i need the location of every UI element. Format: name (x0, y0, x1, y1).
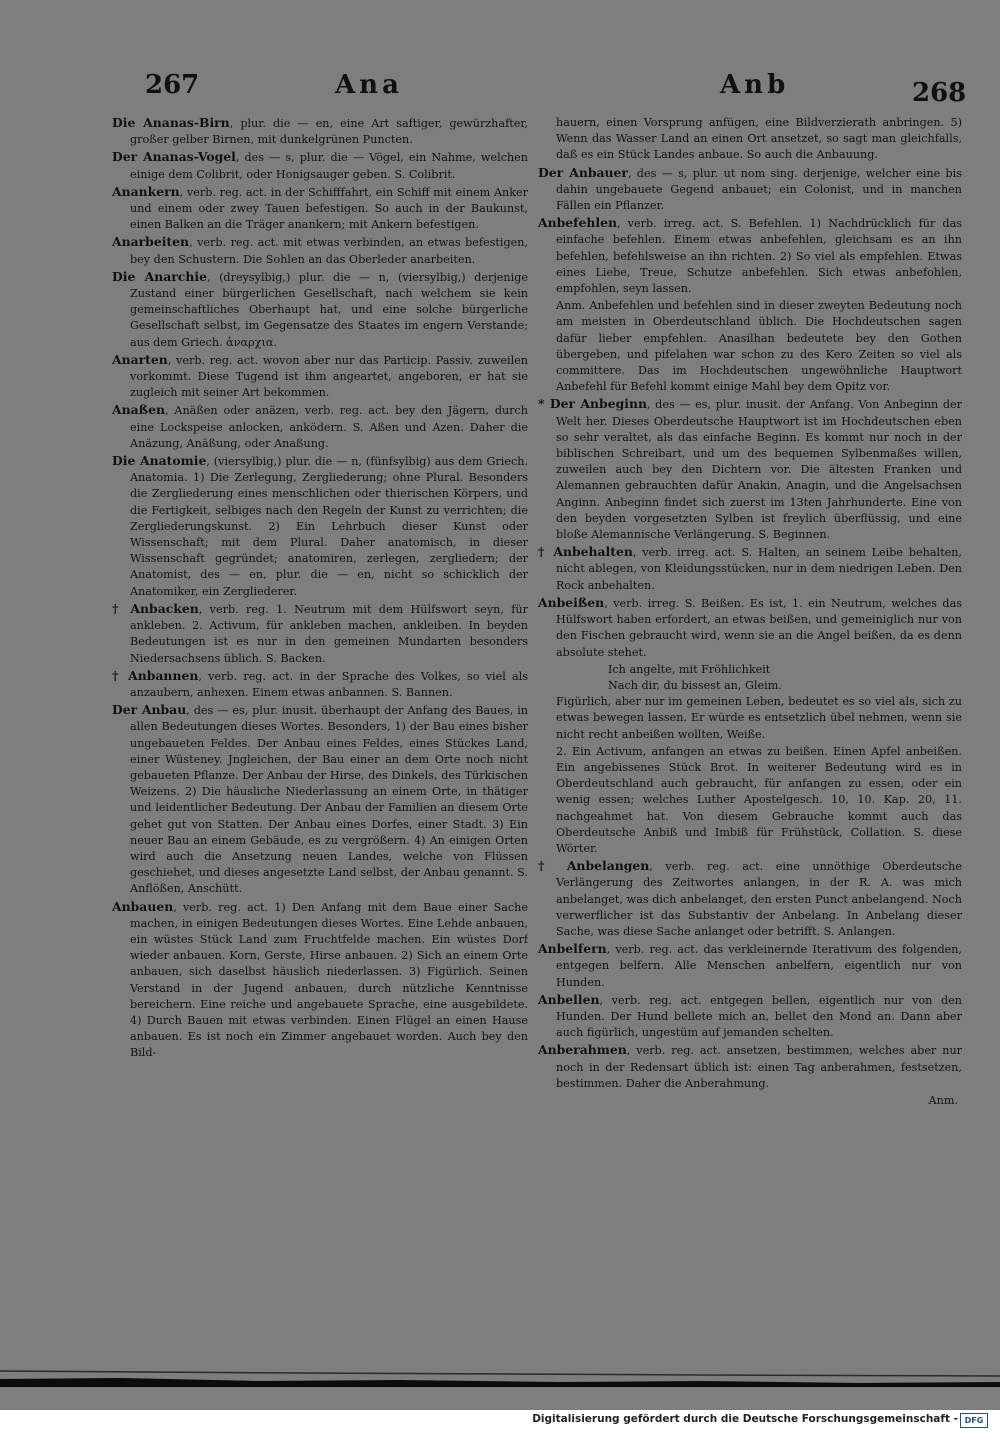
entry-headword: † Anbelangen (538, 858, 650, 874)
entry-text: , verb. reg. act. in der Schifffahrt, ein Schiff mit einem Anker und einem oder zwey Tauen befestigen. So auch in der Baukunst, einen Balken an die Träger anankern; mit Ankern befestigen. (130, 185, 528, 232)
entry-text: , des — es, plur. inusit. überhaupt der Anfang des Baues, in allen Bedeutungen dieses Wortes. Besonders, 1) der Bau eines bisher ungebaueten Feldes. Der Anbau eines Feldes, eines Stückes Land, einer Wüsteney. Jngleichen, der Bau einer an dem Orte noch nicht gebaueten Pflanze. Der Anbau der Hirse, des Dinkels, des Türkischen Weizens. 2) Die häusliche Niederlassung an einem Orte, in thätiger und leidentlicher Bedeutung. Der Anbau der Familien an diesem Orte gehet gut von Statten. Der Anbau eines Dorfes, einer Stadt. 3) Ein neuer Bau an einem Gebäude, es zu vergrößern. 4) An einigen Orten wird auch die Ansetzung neuen Landes, welche von Flüssen geschiehet, und dieses angesetzte Land selbst, der Anbau genannt. S. Anflößen, Anschütt. (130, 704, 528, 896)
dictionary-entry (538, 396, 962, 543)
entry-headword: Anaßen (112, 402, 165, 418)
entry-text: , des — s, plur. ut nom sing. derjenige, welcher eine bis dahin ungebauete Gegend anbauet; ein Colonist, und in manchen Fällen ein Pflanzer. (556, 166, 962, 213)
dictionary-entry (538, 941, 962, 991)
entry-headword: Anbauen (112, 898, 174, 914)
dictionary-entry (538, 1042, 962, 1092)
entry-text: , des — s, plur. die — Vögel, ein Nahme, welchen einige dem Colibrit, oder Honigsauger geben. S. Colibrit. (130, 151, 528, 181)
page-header (0, 70, 1000, 110)
entry-headword: Anbeißen (538, 594, 605, 610)
entry-text: , verb. reg. act. wovon aber nur das Particip. Passiv. zuweilen vorkommt. Diese Tugend ist ihm angeartet, angeboren, er hat sie zugleich mit seiner Art bekommen. (130, 353, 528, 400)
catchword: Anm. (928, 1093, 958, 1107)
entry-text: , des — es, plur. inusit. der Anfang. Von Anbeginn der Welt her. Dieses Oberdeutsche Hauptwort ist im Hochdeutschen eben so sehr veraltet, als das einfache Beginn. Es kommt nur noch in der biblischen Schreibart, und um des bequemen Sylbenmaßes willen, zuweilen auch bey den Dichtern vor. Die ältesten Franken und Alemannen gebrauchten dafür Anakin, Anagin, und die Angelsachsen Anginn. Anbeginn findet sich zuerst im 13ten Jahrhunderte. Eine von den beyden vorgesetzten Sylben ist freylich überflüssig, und eine bloße Alemannische Verlängerung. S. Beginnen. (556, 398, 962, 542)
dictionary-entry (112, 184, 528, 234)
dictionary-entry (112, 402, 528, 452)
running-head-left: Ana (335, 70, 403, 100)
dictionary-entry (112, 149, 528, 182)
dictionary-entry (538, 858, 962, 940)
dictionary-entry (112, 899, 528, 1062)
entry-headword: Anankern (112, 183, 180, 199)
entry-text: , (viersylbig,) plur. die — n, (fünfsylbig) aus dem Griech. Anatomia. 1) Die Zerlegung, Zergliederung; ohne Plural. Besonders die Zergliederung eines menschlichen oder thierischen Körpers, und die Fertigkeit, selbiges nach den Regeln der Kunst zu verrichten; die Zergliederungskunst. 2) Ein Lehrbuch dieser Kunst oder Wissenschaft; mit dem Plural. Daher anatomisch, in dieser Wissenschaft gegründet; anatomiren, zerlegen, zergliedern; der Anatomist, des — en, plur. die — en, nicht so schicklich der Anatomiker, ein Zergliederer. (130, 455, 528, 598)
entry-text: , verb. reg. act. mit etwas verbinden, an etwas befestigen, bey den Schustern. Die Sohlen an das Oberleder anarbeiten. (130, 236, 528, 266)
entry-headword: † Anbannen (112, 667, 199, 683)
page-number-right: 268 (912, 78, 967, 108)
verse-quote: Nach dir, du bissest an, Gleim. (608, 678, 782, 692)
entry-headword: Die Ananas-Birn (112, 115, 230, 130)
dictionary-entry (538, 544, 962, 594)
entry-headword: Anbellen (538, 991, 600, 1007)
dictionary-entry (112, 352, 528, 402)
dfg-logo: DFG (960, 1413, 988, 1428)
digitization-footer (0, 1410, 1000, 1432)
page-bottom-edge (0, 1365, 1000, 1389)
page-number-left: 267 (145, 70, 200, 100)
running-head-right: Anb (720, 70, 790, 100)
entry-headword: Der Ananas-Vogel (112, 149, 236, 165)
dictionary-entry (538, 165, 962, 215)
dictionary-entry (112, 702, 528, 897)
verse-quote: Ich angelte, mit Fröhlichkeit (608, 662, 771, 676)
dictionary-entry (538, 215, 962, 297)
entry-headword: Der Anbau (112, 702, 187, 718)
entry-continuation: Figürlich, aber nur im gemeinen Leben, bedeutet es so viel als, sich zu etwas bewegen lassen. Er würde es entsetzlich übel nehmen, wenn sie nicht recht anbeißen wollten, Weiße. (556, 695, 962, 741)
entry-note: Anm. Anbefehlen und befehlen sind in dieser zweyten Bedeutung noch am meisten in Oberdeutschland üblich. Die Hochdeutschen sagen dafür lieber empfehlen. Anasilhan bedeutete bey den Gothen übergeben, und pifelahen war schon zu des Kero Zeiten so viel als committere. Das im Hochdeutschen ungewöhnliche Hauptwort Anbefehl für Befehl kommt einige Mahl bey dem Opitz vor. (556, 299, 962, 394)
entry-headword: Anbefehlen (538, 215, 617, 231)
entry-headword: Anarbeiten (112, 234, 190, 250)
entry-text: , plur. die — en, eine Art saftiger, gewürzhafter, großer gelber Birnen, mit dunkelgrünen Puncten. (130, 117, 528, 147)
entry-text: , verb. reg. act. in der Sprache des Volkes, so viel als anzaubern, anhexen. Einem etwas anbannen. S. Bannen. (130, 669, 528, 699)
entry-headword: † Anbehalten (538, 544, 633, 560)
entry-text: , verb. reg. act. ansetzen, bestimmen, welches aber nur noch in der Redensart üblich ist: einen Tag anberahmen, festsetzen, bestimmen. Daher die Anberahmung. (556, 1044, 962, 1090)
entry-text: , verb. irreg. act. S. Halten, an seinem Leibe behalten, nicht ablegen, von Kleidungsstücken, nur in dem niedrigen Leben. Den Rock anbehalten. (556, 546, 962, 592)
entry-headword: * Der Anbeginn (538, 396, 647, 412)
entry-text: , verb. irreg. act. S. Befehlen. 1) Nachdrücklich für das einfache befehlen. Einem etwas anbefehlen, gleichsam es an ihn befehlen, befehlsweise an ihn richten. 2) So viel als empfehlen. Etwas eines Liebe, Treue, Schutze anbefehlen. Sich etwas anbefohlen, empfohlen, seyn lassen. (556, 217, 962, 296)
entry-headword: Der Anbauer (538, 164, 628, 180)
entry-text: , verb. reg. act. 1) Den Anfang mit dem Baue einer Sache machen, in einigen Bedeutungen dieses Wortes. Eine Lehde anbauen, ein wüstes Stück Land zum Fruchtfelde machen. Ein wüstes Dorf wieder anbauen. Korn, Gerste, Hirse anbauen. 2) Sich an einem Orte anbauen, sich daselbst häuslich niederlassen. 3) Figürlich. Seinen Verstand in der Jugend anbauen, durch nützliche Kenntnisse bereichern. Eine reiche und angebauete Sprache, eine ausgebildete. 4) Durch Bauen mit etwas verbinden. Einen Flügel an einen Hause anbauen. Es ist noch ein Zimmer angebauet worden. Auch bey den Bild- (130, 900, 528, 1060)
entry-text: , verb. irreg. S. Beißen. Es ist, 1. ein Neutrum, welches das Hülfswort haben erfordert, an etwas beißen, und gemeiniglich nur von den Fischen gebraucht wird, wenn sie an die Angel beißen, da es denn absolute stehet. (556, 596, 962, 659)
entry-headword: Anbelfern (538, 941, 607, 957)
dictionary-entry (112, 234, 528, 267)
dictionary-entry (112, 453, 528, 600)
dictionary-entry (112, 269, 528, 351)
entry-note: 2. Ein Activum, anfangen an etwas zu beißen. Einen Apfel anbeißen. Ein angebissenes Stück Brot. In weiterer Bedeutung wird es in Oberdeutschland auch gebraucht, für anfangen zu essen, oder ein wenig essen; welches Luther Apostelgesch. 10, 10. Kap. 20, 11. nachgeahmet hat. Von diesem Gebrauche kommt auch das Oberdeutsche Anbiß und Imbiß für Frühstück, Collation. S. diese Wörter. (556, 744, 962, 855)
entry-headword: Anarten (112, 351, 168, 367)
funding-credit: Digitalisierung gefördert durch die Deutsche Forschungsgemeinschaft - (532, 1413, 958, 1425)
entry-text: , verb. reg. act. das verkleinernde Iterativum des folgenden, entgegen belfern. Alle Menschen anbelfern, eigentlich nur von Hunden. (556, 943, 962, 989)
entry-headword: Anberahmen (538, 1042, 627, 1058)
entry-headword: Die Anarchie (112, 268, 207, 284)
entry-text: , verb. reg. act. entgegen bellen, eigentlich nur von den Hunden. Der Hund bellete mich an, bellet den Mond an. Dann aber auch figürlich, ungestüm auf jemanden schelten. (556, 993, 962, 1040)
left-column (112, 115, 528, 1200)
entry-text: , Anäßen oder anäzen, verb. reg. act. bey den Jägern, durch eine Lockspeise anlocken, anködern. S. Aßen und Azen. Daher die Anäzung, Anäßung, oder Anaßung. (130, 404, 528, 450)
entry-text: , (dreysylbig,) plur. die — n, (viersylbig,) derjenige Zustand einer bürgerlichen Gesellschaft, nach welchem sie kein gemeinschaftliches Oberhaupt hat, und eine solche bürgerliche Gesellschaft selbst, im Gegensatze des Staates im engern Verstande; aus dem Griech. ἀναρχια. (130, 270, 528, 349)
entry-continuation: hauern, einen Vorsprung anfügen, eine Bildverzierath anbringen. 5) Wenn das Wasser Land an einen Ort ansetzet, so sagt man gleichfalls, daß es ein Stück Landes anbaue. So auch die Anbauung. (556, 116, 962, 162)
entry-headword: Die Anatomie (112, 453, 207, 469)
right-column (538, 115, 962, 1235)
dictionary-entry (112, 115, 528, 148)
dictionary-entry (112, 668, 528, 701)
entry-headword: † Anbacken (112, 600, 199, 616)
dictionary-entry (112, 601, 528, 667)
dictionary-entry (538, 595, 962, 661)
dictionary-entry (538, 992, 962, 1042)
entry-text: , verb. reg. 1. Neutrum mit dem Hülfswort seyn, für ankleben. 2. Activum, für ankleben machen, ankleiben. In beyden Bedeutungen ist es nur in den gemeinen Mundarten besonders Niedersachsens üblich. S. Backen. (130, 602, 528, 665)
entry-text: , verb. reg. act. eine unnöthige Oberdeutsche Verlängerung des Zeitwortes anlangen, in der R. A. was mich anbelanget, was dich anbelanget, den ersten Punct anbelangend. Noch verwerflicher ist das Substantiv der Anbelang. In Anbelang dieser Sache, was diese Sache anlanget oder betrifft. S. Anlangen. (556, 860, 962, 938)
